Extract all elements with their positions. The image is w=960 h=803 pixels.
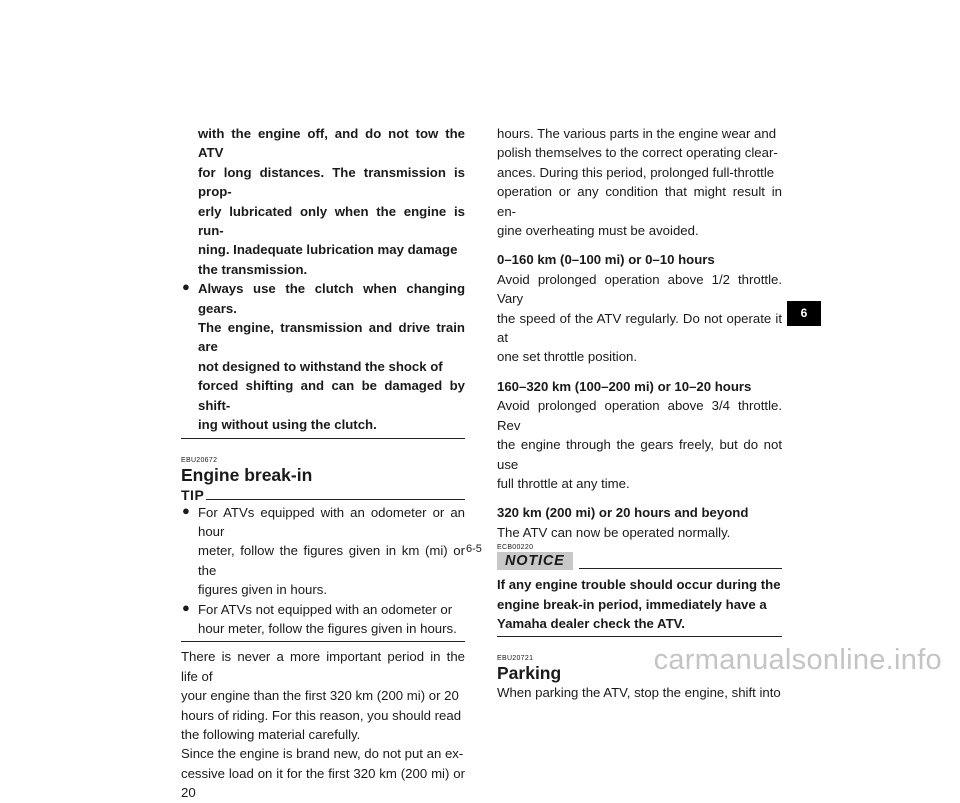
bullet-icon: ● — [182, 279, 190, 295]
text-line: Yamaha dealer check the ATV. — [497, 615, 685, 631]
text-line: hour meter, follow the figures given in hours. — [198, 620, 457, 636]
notice-code: ECB00220 — [497, 544, 534, 552]
text-line: Avoid prolonged operation above 3/4 throttle. Rev — [497, 398, 782, 433]
section-title: Engine break-in — [181, 464, 313, 485]
watermark: carmanualsonline.info — [653, 644, 942, 676]
text-line: full throttle at any time. — [497, 475, 630, 491]
text-line: the following material carefully. — [181, 726, 361, 742]
tip-item — [181, 600, 465, 639]
text-line: hours. The various parts in the engine wear and — [497, 126, 777, 141]
bullet-icon: ● — [182, 599, 190, 615]
right-column — [497, 124, 782, 703]
text-line: For ATVs equipped with an odometer or an hour — [198, 504, 465, 539]
section-code: EBU20721 — [497, 655, 534, 663]
text-line: one set throttle position. — [497, 349, 638, 365]
text-line: ning. Inadequate lubrication may damage — [198, 242, 458, 258]
text-line: For ATVs not equipped with an odometer or — [198, 601, 453, 617]
text-line: Avoid prolonged operation above 1/2 throttle. Vary — [497, 271, 782, 307]
text-line: forced shifting and can be damaged by shift- — [198, 378, 465, 413]
body-text — [181, 647, 465, 802]
text-line: the engine through the gears freely, but do not use — [497, 437, 782, 472]
notice-end-rule — [497, 636, 782, 637]
notice-text — [497, 575, 782, 633]
text-line: ing without using the clutch. — [198, 417, 377, 433]
text-line: When parking the ATV, stop the engine, shift into — [497, 685, 781, 701]
stage-heading: 320 km (200 mi) or 20 hours and beyond — [497, 505, 749, 521]
text-line: cessive load on it for the first 320 km (200 mi) or 20 — [181, 765, 465, 801]
text-line: ances. During this period, prolonged full-throttle — [497, 164, 775, 180]
text-line: the transmission. — [198, 261, 308, 277]
text-line: figures given in hours. — [198, 582, 328, 598]
text-line: for long distances. The transmission is prop- — [198, 164, 465, 200]
text-line: gine overheating must be avoided. — [497, 223, 699, 239]
chapter-tab: 6 — [787, 301, 821, 326]
section-title: Parking — [497, 663, 562, 684]
tip-rule — [206, 499, 465, 500]
text-line: engine break-in period, immediately have a — [497, 596, 767, 612]
text-line: The engine, transmission and drive train are — [198, 320, 465, 355]
text-line: There is never a more important period in the life of — [181, 649, 465, 684]
text-line: the speed of the ATV regularly. Do not operate it at — [497, 310, 782, 346]
text-line: not designed to withstand the shock of — [198, 358, 443, 374]
warning-continuation — [181, 124, 465, 435]
tip-label: TIP — [181, 486, 205, 503]
text-line: hours of riding. For this reason, you should read — [181, 707, 462, 723]
text-line: If any engine trouble should occur during the — [497, 577, 781, 593]
bullet-icon: ● — [182, 502, 190, 518]
text-line: meter, follow the figures given in km (mi) or the — [198, 543, 465, 578]
tip-item — [181, 503, 465, 600]
warning-bullet — [181, 279, 465, 434]
notice-rule — [579, 568, 782, 569]
section-code: EBU20672 — [181, 456, 218, 464]
tip-end-rule — [181, 641, 465, 642]
tip-header — [181, 485, 465, 503]
text-line: operation or any condition that might result in en- — [497, 184, 782, 219]
text-line: Always use the clutch when changing gears. — [198, 281, 465, 316]
text-line: The ATV can now be operated normally. — [497, 524, 731, 540]
body-text — [497, 124, 782, 240]
left-column — [181, 124, 465, 803]
notice-label: NOTICE — [497, 552, 573, 570]
text-line: erly lubricated only when the engine is run- — [198, 203, 465, 239]
warning-end-rule — [181, 438, 465, 439]
stage-heading: 0–160 km (0–100 mi) or 0–10 hours — [497, 252, 715, 268]
text-line: polish themselves to the correct operating clear- — [497, 145, 778, 161]
text-line: Since the engine is brand new, do not put an ex- — [181, 746, 464, 762]
text-line: with the engine off, and do not tow the ATV — [198, 126, 465, 161]
page-number: 6-5 — [466, 543, 482, 555]
text-line: your engine than the first 320 km (200 mi) or 20 — [181, 688, 459, 704]
stage-heading: 160–320 km (100–200 mi) or 10–20 hours — [497, 378, 752, 394]
notice-header — [497, 552, 782, 570]
